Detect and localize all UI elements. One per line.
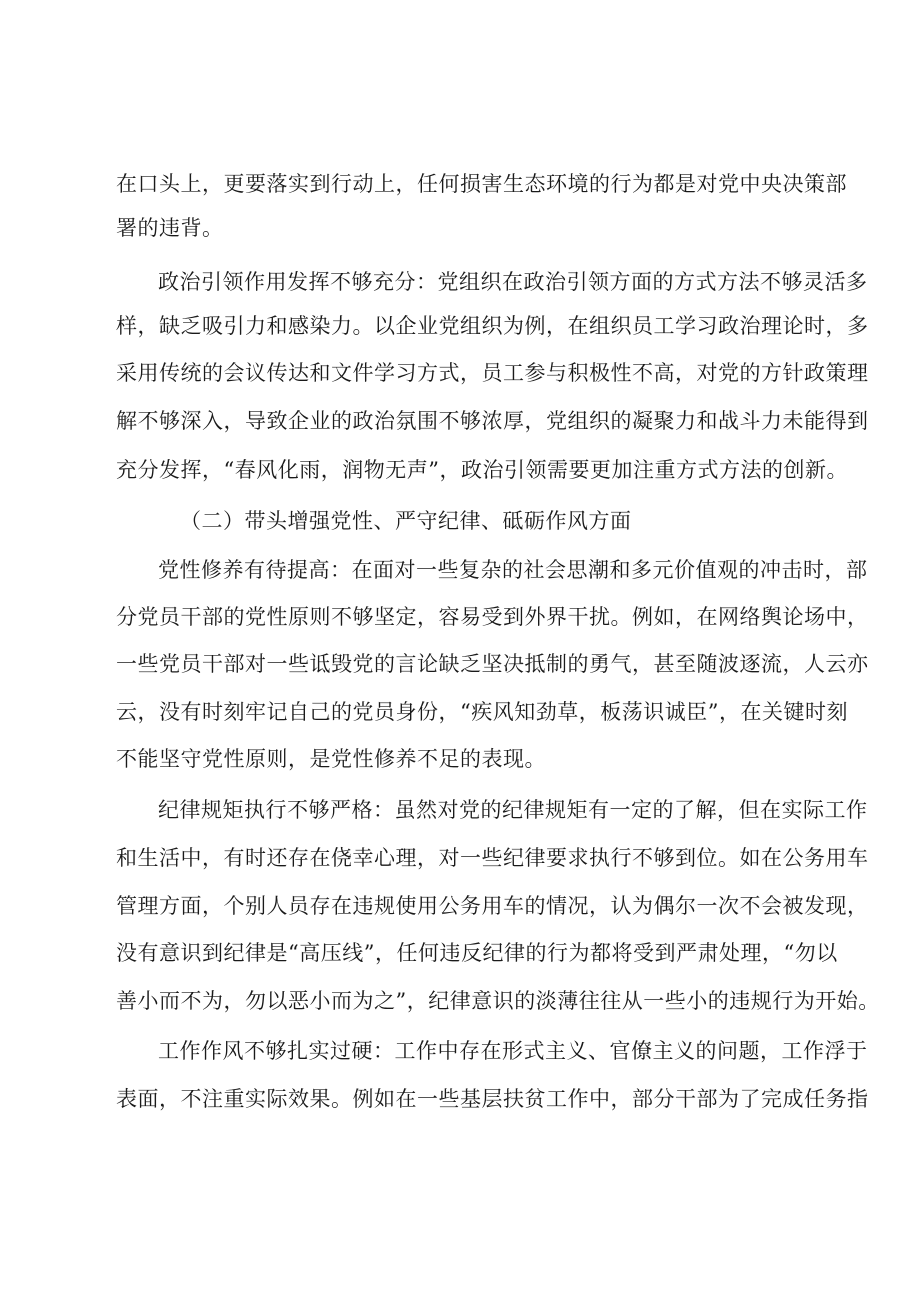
text-line: 不能坚守党性原则，是党性修养不足的表现。 (116, 747, 546, 771)
paragraph-start-line: 纪律规矩执行不够严格：虽然对党的纪律规矩有一定的了解，但在实际工作 (158, 798, 868, 822)
text-line: 署的违背。 (116, 216, 224, 240)
paragraph-start-line: 政治引领作用发挥不够充分：党组织在政治引领方面的方式方法不够灵活多 (158, 270, 868, 294)
text-line: 分党员干部的党性原则不够坚定，容易受到外界干扰。例如，在网络舆论场中， (116, 605, 869, 629)
paragraph-start-line: 工作作风不够扎实过硬：工作中存在形式主义、官僚主义的问题，工作浮于 (158, 1039, 868, 1063)
text-line: 采用传统的会议传达和文件学习方式，员工参与积极性不高，对党的方针政策理 (116, 361, 869, 385)
section-heading: （二）带头增强党性、严守纪律、砥砺作风方面 (180, 509, 632, 533)
text-line: 和生活中，有时还存在侥幸心理，对一些纪律要求执行不够到位。如在公务用车 (116, 846, 869, 870)
text-line: 管理方面，个别人员存在违规使用公务用车的情况，认为偶尔一次不会被发现， (116, 894, 869, 918)
text-line: 在口头上，更要落实到行动上，任何损害生态环境的行为都是对党中央决策部 (116, 172, 847, 196)
paragraph-start-line: 党性修养有待提高：在面对一些复杂的社会思潮和多元价值观的冲击时，部 (158, 558, 868, 582)
text-line: 解不够深入，导致企业的政治氛围不够浓厚，党组织的凝聚力和战斗力未能得到 (116, 409, 869, 433)
text-line: 表面，不注重实际效果。例如在一些基层扶贫工作中，部分干部为了完成任务指 (116, 1087, 869, 1111)
text-line: 云，没有时刻牢记自己的党员身份，“疾风知劲草，板荡识诚臣”，在关键时刻 (116, 700, 848, 724)
text-line: 没有意识到纪律是“高压线”，任何违反纪律的行为都将受到严肃处理，“勿以 (116, 941, 838, 965)
text-line: 样，缺乏吸引力和感染力。以企业党组织为例，在组织员工学习政治理论时，多 (116, 314, 869, 338)
text-line: 充分发挥，“春风化雨，润物无声”，政治引领需要更加注重方式方法的创新。 (116, 458, 848, 482)
text-line: 一些党员干部对一些诋毁党的言论缺乏坚决抵制的勇气，甚至随波逐流，人云亦 (116, 652, 869, 676)
text-line: 善小而不为，勿以恶小而为之”，纪律意识的淡薄往往从一些小的违规行为开始。 (116, 989, 880, 1013)
